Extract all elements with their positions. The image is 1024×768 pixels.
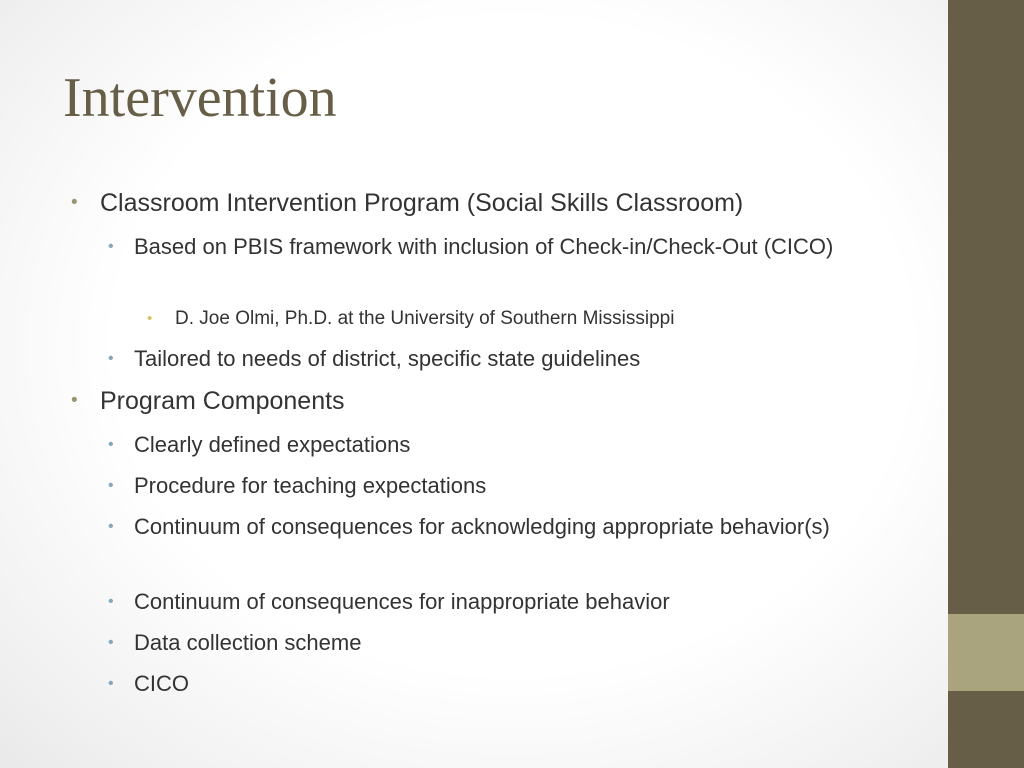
bullet-text: CICO xyxy=(134,671,189,696)
bullet-item xyxy=(108,510,894,543)
bullet-dot-icon: • xyxy=(108,675,114,692)
bullet-text: Based on PBIS framework with inclusion of Check-in/Check-Out (CICO) xyxy=(134,234,834,259)
bullet-text: Continuum of consequences for acknowledging appropriate behavior(s) xyxy=(134,514,830,539)
slide-title: Intervention xyxy=(63,67,337,129)
bullet-item xyxy=(108,626,894,659)
bullet-dot-icon: • xyxy=(108,350,114,367)
bullet-dot-icon: • xyxy=(108,593,114,610)
bullet-text: Procedure for teaching expectations xyxy=(134,473,487,498)
bullet-text: D. Joe Olmi, Ph.D. at the University of Southern Mississippi xyxy=(175,308,675,329)
bullet-text: Data collection scheme xyxy=(134,630,362,655)
bullet-item xyxy=(108,428,894,461)
bullet-item xyxy=(147,305,675,333)
bullet-item xyxy=(71,385,345,417)
bullet-text: Clearly defined expectations xyxy=(134,432,411,457)
bullet-item xyxy=(108,230,894,263)
bullet-item xyxy=(108,469,894,502)
bullet-dot-icon: • xyxy=(108,634,114,651)
bullet-item xyxy=(108,342,894,375)
bullet-dot-icon: • xyxy=(71,192,78,213)
bullet-text: Tailored to needs of district, specific state guidelines xyxy=(134,346,641,371)
bullet-dot-icon: • xyxy=(71,390,78,411)
bullet-item xyxy=(108,585,894,618)
bullet-dot-icon: • xyxy=(108,477,114,494)
bullet-item xyxy=(71,187,744,219)
bullet-text: Program Components xyxy=(100,387,345,415)
bullet-dot-icon: • xyxy=(108,518,114,535)
bullet-text: Continuum of consequences for inappropriate behavior xyxy=(134,589,670,614)
bullet-dot-icon: • xyxy=(108,238,114,255)
bullet-text: Classroom Intervention Program (Social Skills Classroom) xyxy=(100,189,744,217)
sidebar-accent-block xyxy=(948,614,1024,691)
bullet-dot-icon: • xyxy=(108,436,114,453)
bullet-dot-icon: • xyxy=(147,310,153,327)
bullet-item xyxy=(108,667,894,700)
